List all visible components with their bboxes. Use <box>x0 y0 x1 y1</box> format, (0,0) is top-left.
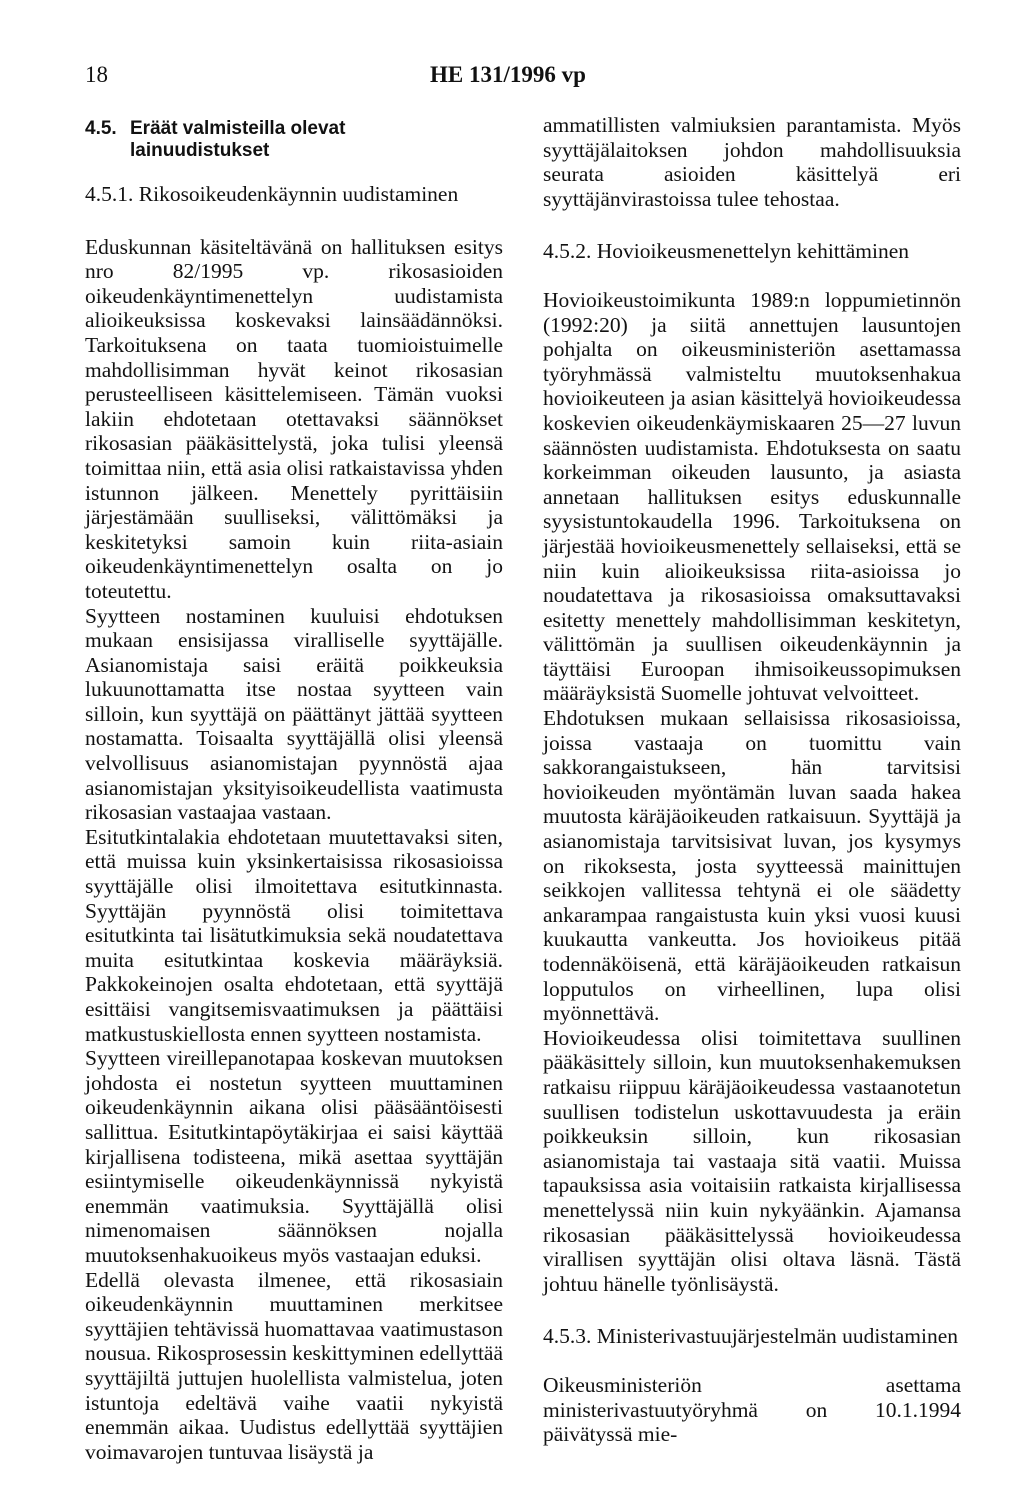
paragraph: Oikeusministeriön asettama ministerivastuutyöryhmä on 10.1.1994 päivätyssä mie- <box>543 1372 961 1447</box>
paragraph: Hovioikeudessa olisi toimitettava suullinen pääkäsittely silloin, kun muutoksenhakemuksen ratkaisu riippuu käräjäoikeudessa vastaanotetun suullisen todistelun uskottavuudesta ja eräin poikkeuksin silloin, kun rikosasian asianomistaja tai vastaaja sitä vaatii. Muissa tapauksissa asia voitaisiin ratkaista kirjallisessa menettelyssä niin kuin nykyäänkin. Ajamansa rikosasian pääkäsittelyssä hovioikeudessa virallisen syyttäjän olisi oltava läsnä. Tästä johtuu hänelle työnlisäystä. <box>543 1025 961 1296</box>
subsection-heading-4-5-1: 4.5.1. Rikosoikeudenkäynnin uudistaminen <box>85 182 459 206</box>
section-title: Eräät valmisteilla olevat lainuudistukset <box>130 118 346 161</box>
paragraph: ammatillisten valmiuksien parantamista. Myös syyttäjälaitoksen johdon mahdollisuuksia seurata asioiden käsittelyä eri syyttäjänvirastoissa tulee tehostaa. <box>543 113 961 211</box>
paragraph: Ehdotuksen mukaan sellaisissa rikosasioissa, joissa vastaaja on tuomittu vain sakkorangaistukseen, hän tarvitsisi hovioikeuden myöntämän luvan saada hakea muutosta käräjäoikeuden ratkaisuun. Syyttäjä ja asianomistaja tarvitsisivat luvan, jos kysymys on rikoksesta, josta syytteessä mainittujen seikkojen vallitessa tehtynä ei ole säädetty ankarampaa rangaistusta kuin yksi vuosi kuusi kuukautta vankeutta. Jos hovioikeus pitää todennäköisenä, että käräjäoikeuden ratkaisun lopputulos on virheellinen, lupa olisi myönnettävä. <box>543 706 961 1026</box>
left-column <box>85 113 503 1464</box>
paragraph: Esitutkintalakia ehdotetaan muutettavaksi siten, että muissa kuin yksinkertaisissa rikosasioissa syyttäjälle olisi ilmoitettava esitutkinnasta. Syyttäjän pyynnöstä olisi toimitettava esitutkinta tai lisätutkimuksia sekä noudatettava muita esitutkintaa koskevia määräyksiä. Pakkokeinojen osalta ehdotetaan, että syyttäjä esittäisi vangitsemisvaatimuksen ja päättäisi matkustuskiellosta ennen syytteen nostamista. <box>85 824 503 1046</box>
document-title: HE 131/1996 vp <box>430 62 586 87</box>
paragraph: Hovioikeustoimikunta 1989:n loppumietinnön (1992:20) ja siitä annettujen lausuntojen pohjalta on oikeusministeriön asettamassa työryhmässä valmisteltu muutoksenhakua hovioikeuteen ja asian käsittelyä hovioikeudessa koskevien oikeudenkäymiskaaren 25—27 luvun säännösten uudistamista. Ehdotuksesta on saatu korkeimman oikeuden lausunto, ja asiasta annetaan hallituksen esitys eduskunnalle syysistuntokaudella 1996. Tarkoituksena on järjestää hovioikeusmenettely sellaiseksi, että se niin kuin alioikeuksissa riita-asioissa jo noudatettava ja rikosasioissa omaksuttavaksi esitetty menettely mahdollisimman keskitetyn, välittömän ja suullisen oikeudenkäynnin ja täyttäisi Euroopan ihmisoikeussopimuksen määräyksistä Suomelle johtuvat velvoitteet. <box>543 287 961 706</box>
section-heading <box>85 118 503 162</box>
right-column <box>543 113 961 1447</box>
paragraph: Syytteen nostaminen kuuluisi ehdotuksen mukaan ensisijassa viralliselle syyttäjälle. Asianomistaja saisi eräitä poikkeuksia lukuunottamatta itse nostaa syytteen vain silloin, kun syyttäjä on päättänyt jättää syytteen nostamatta. Toisaalta syyttäjällä olisi yleensä velvollisuus asianomistajan pyynnöstä ajaa asianomistajan yksityisoikeudellista vaatimusta rikosasian vastaajaa vastaan. <box>85 603 503 825</box>
section-number: 4.5. <box>85 118 117 139</box>
paragraph: Eduskunnan käsiteltävänä on hallituksen esitys nro 82/1995 vp. rikosasioiden oikeudenkäyntimenettelyn uudistamista alioikeuksissa koskevaksi lainsäädännöksi. Tarkoituksena on taata tuomioistuimelle mahdollisimman hyvät keinot rikosasian perusteelliseen käsittelemiseen. Tämän vuoksi lakiin ehdotetaan otettavaksi säännökset rikosasian pääkäsittelystä, joka tulisi yleensä toimittaa niin, että asia olisi ratkaistavissa yhden istunnon jälkeen. Menettely pyrittäisiin järjestämään suulliseksi, välittömäksi ja keskitetyksi samoin kuin riita-asiain oikeudenkäyntimenettelyn osalta on jo toteutettu. <box>85 234 503 603</box>
page-number: 18 <box>85 62 108 87</box>
subsection-heading-4-5-3: 4.5.3. Ministerivastuujärjestelmän uudistaminen <box>543 1324 958 1349</box>
paragraph: Edellä olevasta ilmenee, että rikosasiain oikeudenkäynnin muuttaminen merkitsee syyttäjien tehtävissä huomattavaa vaatimustason nousua. Rikosprosessin keskittyminen edellyttää syyttäjiltä juttujen huolellista valmistelua, joten istuntoja edeltävä vaihe vaatii nykyistä enemmän aikaa. Uudistus edellyttää syyttäjien voimavarojen tuntuvaa lisäystä ja <box>85 1267 504 1464</box>
subsection-heading-4-5-2: 4.5.2. Hovioikeusmenettelyn kehittäminen <box>543 239 910 264</box>
paragraph: Syytteen vireillepanotapaa koskevan muutoksen johdosta ei nostetun syytteen muuttaminen oikeudenkäynnin aikana olisi pääsääntöisesti sallittua. Esitutkintapöytäkirjaa ei saisi käyttää kirjallisena todisteena, mikä asettaa syyttäjän esiintymiselle oikeudenkäynnissä nykyistä enemmän vaatimuksia. Syyttäjällä olisi nimenomaisen säännöksen nojalla muutoksenhakuoikeus myös vastaajan eduksi. <box>85 1046 503 1267</box>
